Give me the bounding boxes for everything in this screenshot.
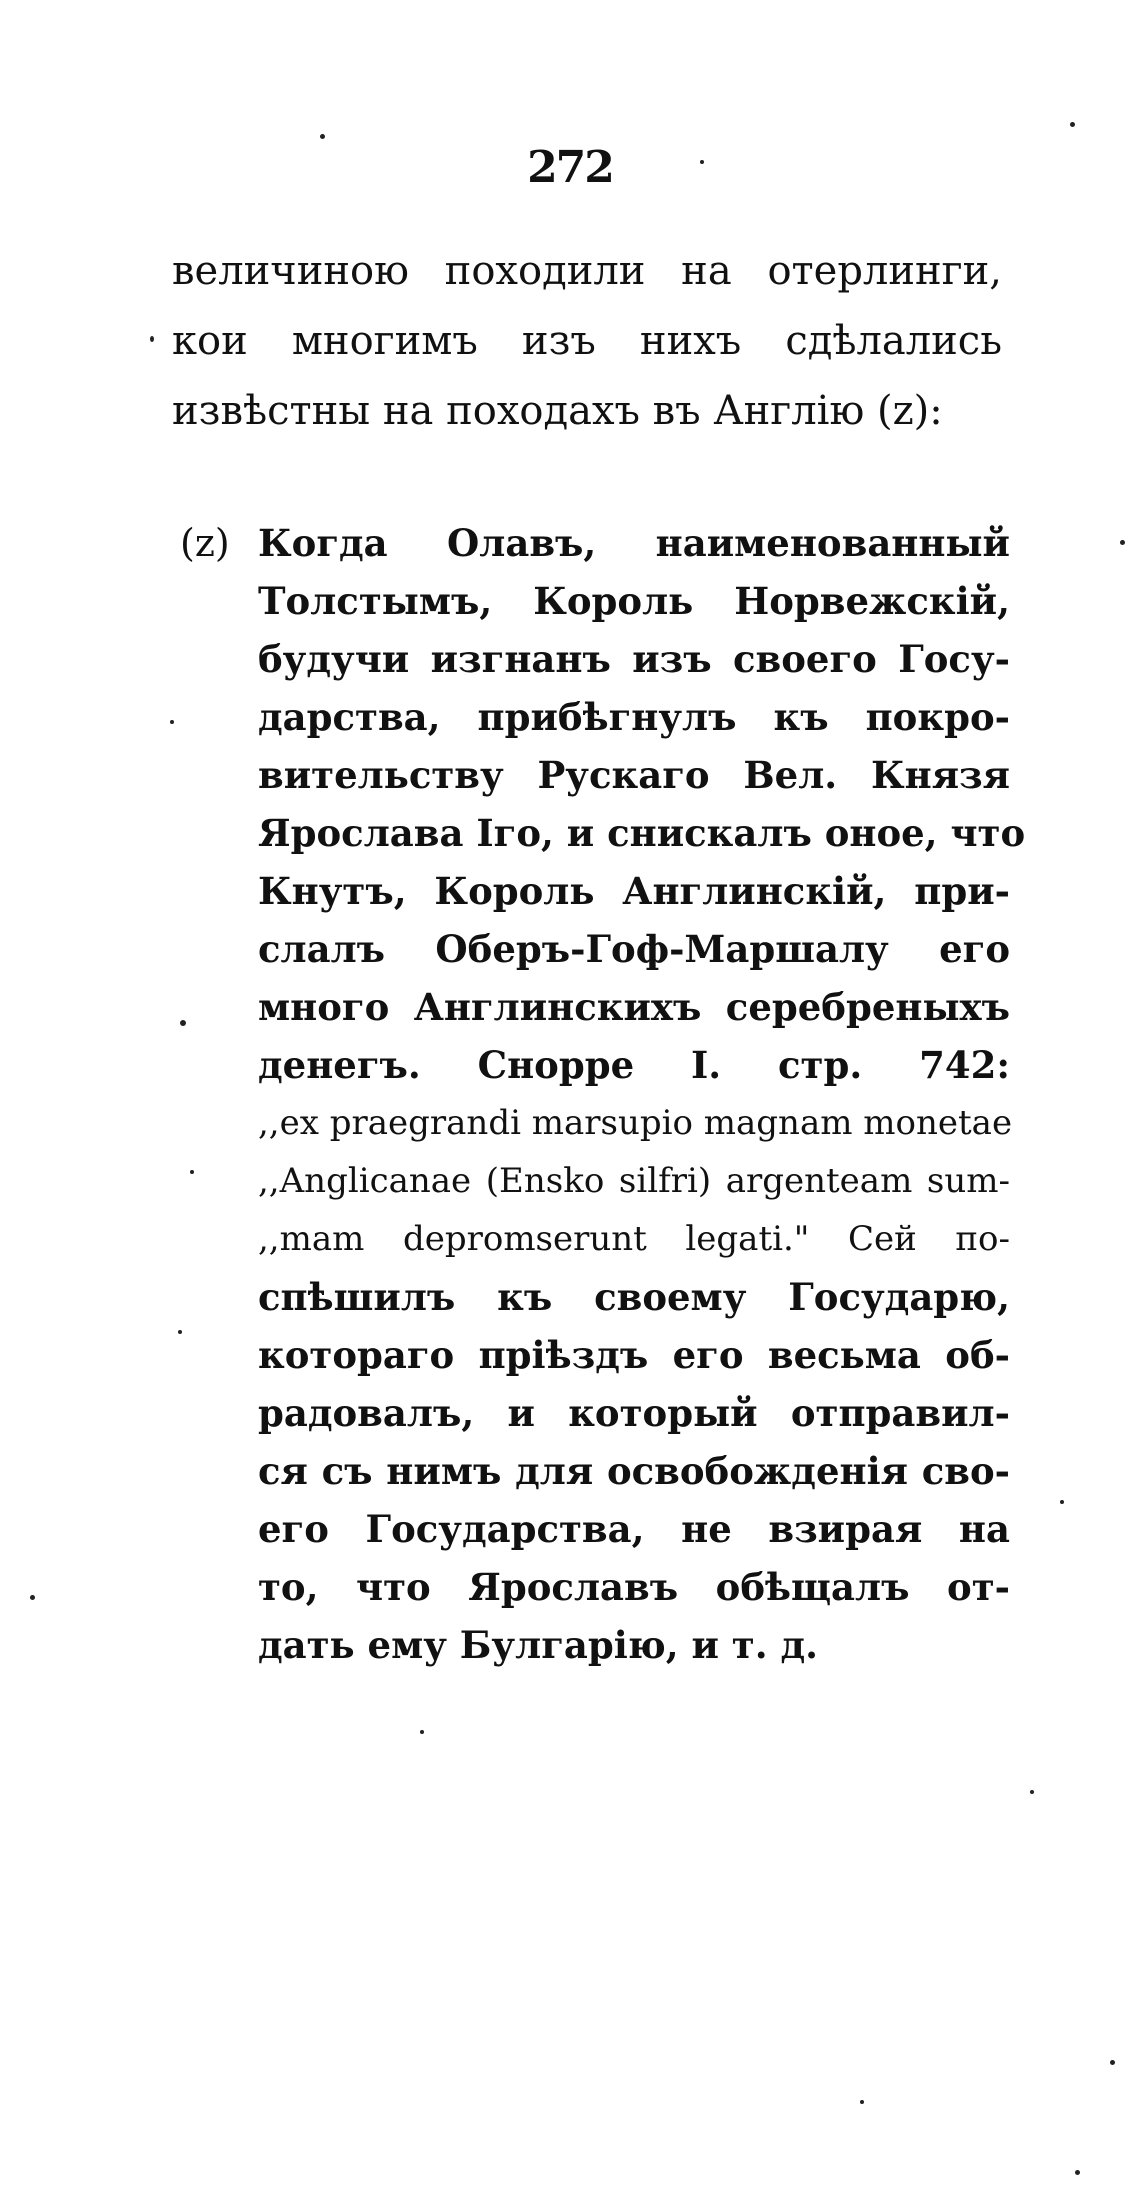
footnote-line: его Государства, не взирая на bbox=[258, 1507, 1010, 1551]
scan-speck bbox=[1070, 122, 1075, 127]
footnote-line: ся съ нимъ для освобожденія сво- bbox=[258, 1449, 1010, 1493]
scan-speck bbox=[1030, 1790, 1034, 1794]
footnote-line: слалъ Оберъ-Гоф-Маршалу его bbox=[258, 927, 1010, 971]
scan-speck bbox=[860, 2100, 864, 2104]
footnote-line: дарства, прибѣгнулъ къ покро- bbox=[258, 695, 1010, 739]
footnote-line: Ярослава Iго, и снискалъ оное, что bbox=[258, 811, 1026, 855]
main-text-line: величиною походили на отерлинги, bbox=[172, 248, 1002, 294]
main-text bbox=[172, 236, 1002, 446]
footnote-line: радовалъ, и который отправил- bbox=[258, 1391, 1010, 1435]
scan-speck bbox=[170, 720, 174, 724]
footnote-body bbox=[258, 514, 1026, 1674]
footnote-line: Толстымъ, Король Норвежскій, bbox=[258, 579, 1010, 623]
footnote-line: то, что Ярославъ обѣщалъ от- bbox=[258, 1565, 1010, 1609]
scan-speck bbox=[700, 160, 704, 164]
scan-speck bbox=[190, 1170, 194, 1174]
scan-speck bbox=[1120, 540, 1125, 545]
main-text-line: кои многимъ изъ нихъ сдѣлались bbox=[172, 318, 1002, 364]
footnote-marker: (z) bbox=[180, 521, 230, 565]
scan-speck bbox=[320, 134, 325, 139]
footnote-line: котораго пріѣздъ его весьма об- bbox=[258, 1333, 1010, 1377]
footnote-line: дать ему Булгарію, и т. д. bbox=[258, 1623, 819, 1667]
scan-speck bbox=[1060, 1500, 1064, 1504]
scan-speck bbox=[30, 1595, 35, 1600]
footnote-line: будучи изгнанъ изъ своего Госу- bbox=[258, 637, 1010, 681]
footnote-line: Кнутъ, Король Англинскій, при- bbox=[258, 869, 1010, 913]
scan-speck bbox=[178, 1330, 182, 1334]
scan-speck bbox=[180, 1020, 186, 1026]
page-number: 272 bbox=[527, 142, 613, 193]
scan-speck bbox=[1075, 2170, 1080, 2175]
footnote-line: денегъ. Снорре I. стр. 742: bbox=[258, 1043, 1010, 1087]
main-text-line: извѣстны на походахъ въ Англію (z): bbox=[172, 388, 943, 434]
footnote-line-latin: ,,ex praegrandi marsupio magnam monetae bbox=[258, 1103, 1013, 1143]
footnote-line-latin: ,,Anglicanae (Ensko silfri) argenteam sum- bbox=[258, 1161, 1010, 1201]
footnote-line: много Англинскихъ серебреныхъ bbox=[258, 985, 1010, 1029]
scan-speck bbox=[420, 1730, 424, 1734]
footnote-line: спѣшилъ къ своему Государю, bbox=[258, 1275, 1010, 1319]
scan-speck bbox=[1110, 2060, 1115, 2065]
footnote-line: Когда Олавъ, наименованный bbox=[258, 521, 1010, 565]
scan-speck bbox=[150, 336, 154, 342]
footnote-line-latin: ,,mam depromserunt legati." Сей по- bbox=[258, 1219, 1010, 1259]
footnote-line: вительству Рускаго Вел. Князя bbox=[258, 753, 1010, 797]
